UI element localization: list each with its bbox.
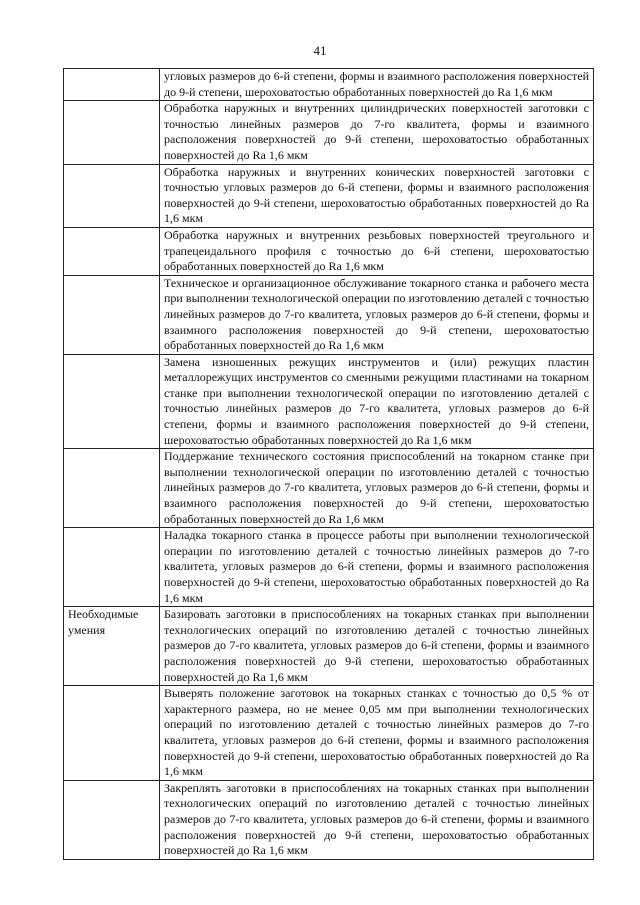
row-text: Поддержание технического состояния приспособлений на токарном станке при выполнении технологической операции по изготовлению деталей с точностью линейных размеров до 7-го квалитета, угловых размеров до 6-й степени, формы и взаимного расположения поверхностей до 9-й степени, шероховатостью обработанных поверхностей до Ra 1,6 мкм bbox=[160, 449, 594, 528]
row-label bbox=[64, 686, 160, 781]
row-text: Выверять положение заготовок на токарных станках с точностью до 0,5 % от характерного размера, но не менее 0,05 мм при выполнении технологических операций по изготовлению деталей с точностью линейных размеров до 7-го квалитета, угловых размеров до 6-й степени, формы и взаимного расположения поверхностей до 9-й степени, шероховатостью обработанных поверхностей до Ra 1,6 мкм bbox=[160, 686, 594, 781]
table-row bbox=[64, 354, 594, 449]
row-text: угловых размеров до 6-й степени, формы и взаимного расположения поверхностей до 9-й степени, шероховатостью обработанных поверхностей до Ra 1,6 мкм bbox=[160, 69, 594, 101]
row-text: Обработка наружных и внутренних резьбовых поверхностей треугольного и трапецеидального профиля с точностью до 6-й степени, шероховатостью обработанных поверхностей до Ra 1,6 мкм bbox=[160, 227, 594, 275]
table-row bbox=[64, 607, 594, 686]
row-label bbox=[64, 354, 160, 449]
table-row bbox=[64, 101, 594, 164]
row-label bbox=[64, 528, 160, 607]
row-label bbox=[64, 275, 160, 354]
table-row bbox=[64, 449, 594, 528]
table-row bbox=[64, 780, 594, 859]
page-number: 41 bbox=[313, 43, 327, 58]
row-text: Наладка токарного станка в процессе работы при выполнении технологической операции по изготовлению деталей с точностью линейных размеров до 7-го квалитета, угловых размеров до 6-й степени, формы и взаимного расположения поверхностей до 9-й степени, шероховатостью обработанных поверхностей до Ra 1,6 мкм bbox=[160, 528, 594, 607]
row-label bbox=[64, 164, 160, 227]
table-row bbox=[64, 69, 594, 101]
row-label bbox=[64, 780, 160, 859]
table-row bbox=[64, 275, 594, 354]
row-label bbox=[64, 101, 160, 164]
row-text: Обработка наружных и внутренних конических поверхностей заготовки с точностью угловых размеров до 6-й степени, формы и взаимного расположения поверхностей до 9-й степени, шероховатостью обработанных поверхностей до Ra 1,6 мкм bbox=[160, 164, 594, 227]
row-text: Техническое и организационное обслуживание токарного станка и рабочего места при выполнении технологической операции по изготовлению деталей с точностью линейных размеров до 7-го квалитета, угловых размеров до 6-й степени, формы и взаимного расположения поверхностей до 9-й степени, шероховатостью обработанных поверхностей до Ra 1,6 мкм bbox=[160, 275, 594, 354]
table-row bbox=[64, 528, 594, 607]
row-label bbox=[64, 227, 160, 275]
row-text: Замена изношенных режущих инструментов и (или) режущих пластин металлорежущих инструментов со сменными режущими пластинами на токарном станке при выполнении технологической операции по изготовлению деталей с точностью линейных размеров до 7-го квалитета, угловых размеров до 6-й степени, формы и взаимного расположения поверхностей до 9-й степени, шероховатостью обработанных поверхностей до Ra 1,6 мкм bbox=[160, 354, 594, 449]
row-label: Необходимые умения bbox=[64, 607, 160, 686]
row-text: Обработка наружных и внутренних цилиндрических поверхностей заготовки с точностью линейных размеров до 7-го квалитета, формы и взаимного расположения поверхностей до 9-й степени, шероховатостью обработанных поверхностей до Ra 1,6 мкм bbox=[160, 101, 594, 164]
competency-table bbox=[63, 68, 594, 860]
row-label bbox=[64, 69, 160, 101]
row-label bbox=[64, 449, 160, 528]
row-text: Закреплять заготовки в приспособлениях на токарных станках при выполнении технологических операций по изготовлению деталей с точностью линейных размеров до 7-го квалитета, угловых размеров до 6-й степени, формы и взаимного расположения поверхностей до 9-й степени, шероховатостью обработанных поверхностей до Ra 1,6 мкм bbox=[160, 780, 594, 859]
table-row bbox=[64, 227, 594, 275]
table-row bbox=[64, 164, 594, 227]
row-text: Базировать заготовки в приспособлениях на токарных станках при выполнении технологических операций по изготовлению деталей с точностью линейных размеров до 7-го квалитета, угловых размеров до 6-й степени, формы и взаимного расположения поверхностей до 9-й степени, шероховатостью обработанных поверхностей до Ra 1,6 мкм bbox=[160, 607, 594, 686]
table-row bbox=[64, 686, 594, 781]
